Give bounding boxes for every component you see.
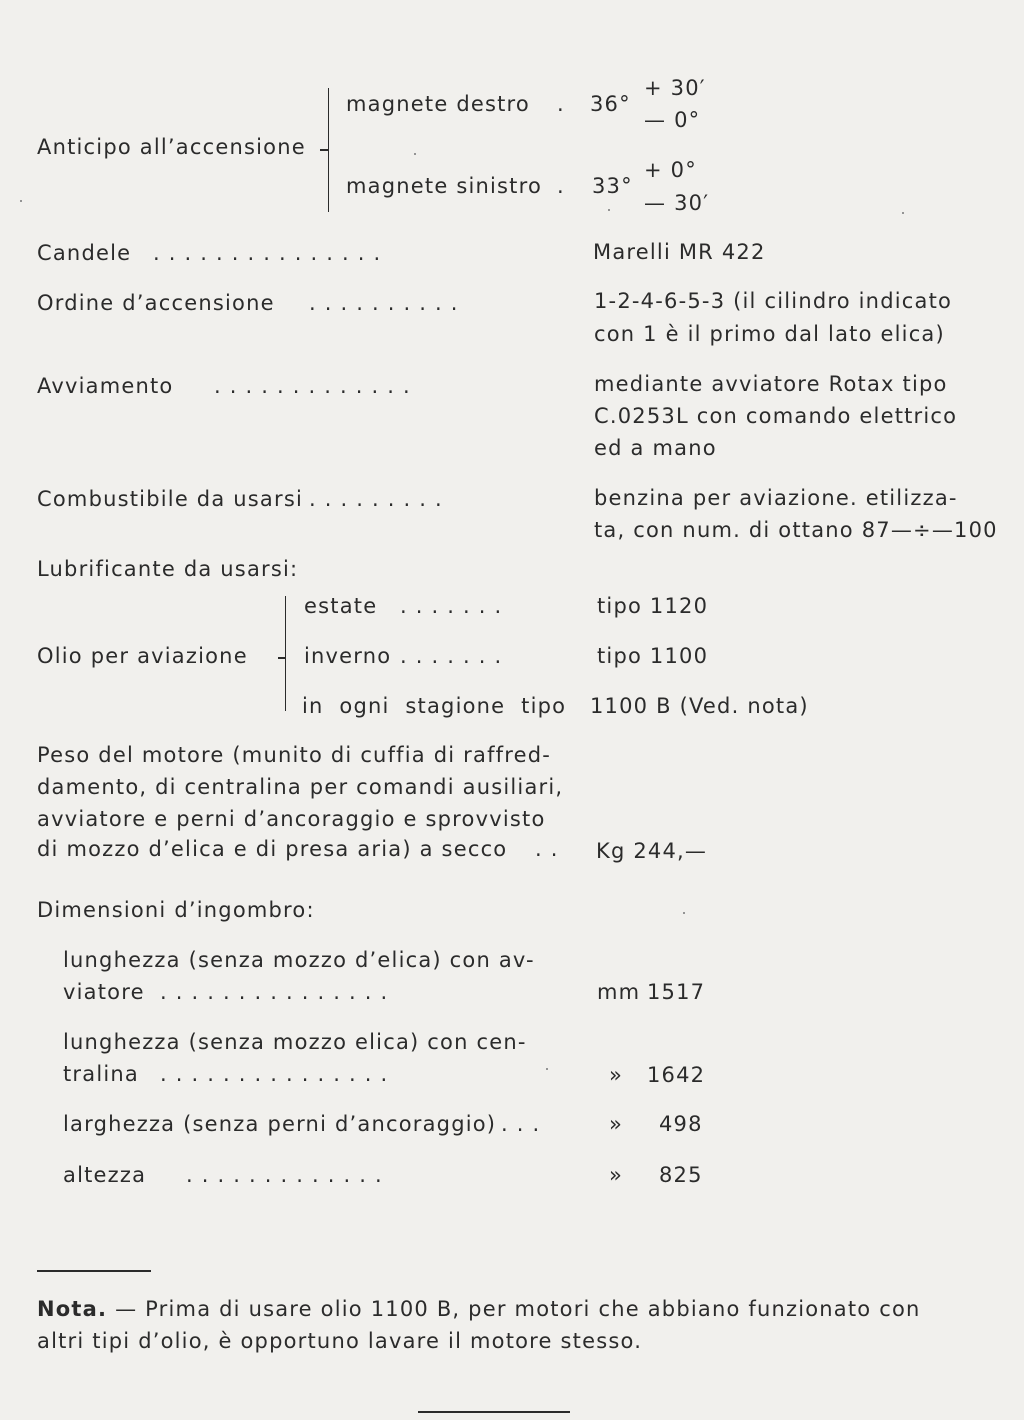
length-unit-line2: tralina: [63, 1062, 139, 1086]
starting-value-line3: ed a mano: [594, 436, 717, 460]
starting-value-line1: mediante avviatore Rotax tipo: [594, 372, 948, 396]
bottom-rule: [418, 1411, 570, 1413]
length-starter-leader: . . . . . . . . . . . . . . .: [160, 980, 389, 1004]
oil-all-seasons-label: in ogni stagione tipo: [302, 694, 567, 718]
length-starter-line2: viatore: [63, 980, 145, 1004]
left-magneto-tol-minus: — 30′: [644, 191, 710, 215]
height-value: 825: [659, 1163, 703, 1187]
fuel-leader: . . . . . . . . .: [309, 487, 443, 511]
length-unit-unit: »: [609, 1063, 624, 1087]
left-magneto-tol-plus: + 0°: [644, 158, 697, 182]
right-magneto-tol-plus: + 30′: [644, 76, 706, 100]
weight-line4: di mozzo d’elica e di presa aria) a secco: [37, 837, 508, 861]
height-unit: »: [609, 1163, 624, 1187]
width-value: 498: [659, 1112, 703, 1136]
weight-line3: avviatore e perni d’ancoraggio e sprovvisto: [37, 807, 546, 831]
fuel-label: Combustibile da usarsi: [37, 487, 304, 511]
width-unit: »: [609, 1112, 624, 1136]
length-starter-unit: mm: [597, 980, 641, 1004]
spark-plugs-value: Marelli MR 422: [593, 240, 766, 264]
dimensions-heading: Dimensioni d’ingombro:: [37, 898, 315, 922]
starting-leader: . . . . . . . . . . . . .: [214, 374, 411, 398]
oil-brace: [285, 596, 286, 711]
firing-order-value-line1: 1-2-4-6-5-3 (il cilindro indicato: [594, 289, 953, 313]
oil-summer-value: tipo 1120: [597, 594, 709, 618]
right-magneto-label: magnete destro: [346, 92, 530, 116]
weight-value: Kg 244,—: [596, 839, 708, 863]
height-leader: . . . . . . . . . . . . .: [186, 1163, 383, 1187]
right-magneto-tol-minus: — 0°: [644, 108, 701, 132]
oil-label: Olio per aviazione: [37, 644, 248, 668]
scan-speck: [414, 153, 416, 155]
scan-speck: [608, 209, 610, 211]
oil-winter-leader: . . . . . . .: [400, 644, 503, 668]
left-magneto-value: 33°: [592, 174, 633, 198]
lubricant-heading: Lubrificante da usarsi:: [37, 557, 299, 581]
scan-speck: [683, 912, 685, 914]
length-unit-leader: . . . . . . . . . . . . . . .: [160, 1062, 389, 1086]
oil-winter-value: tipo 1100: [597, 644, 709, 668]
firing-order-label: Ordine d’accensione: [37, 291, 275, 315]
firing-order-leader: . . . . . . . . . .: [309, 291, 459, 315]
note-line2: altri tipi d’olio, è opportuno lavare il motore stesso.: [37, 1329, 643, 1353]
length-starter-value: 1517: [647, 980, 706, 1004]
ignition-advance-label: Anticipo all’accensione: [37, 135, 306, 159]
width-label: larghezza (senza perni d’ancoraggio): [63, 1112, 497, 1136]
starting-label: Avviamento: [37, 374, 174, 398]
starting-value-line2: C.0253L con comando elettrico: [594, 404, 958, 428]
right-magneto-dot: .: [557, 92, 565, 116]
scan-speck: [902, 212, 904, 214]
length-unit-line1: lunghezza (senza mozzo elica) con cen-: [63, 1030, 527, 1054]
oil-summer-label: estate: [304, 594, 378, 618]
spark-plugs-leader: . . . . . . . . . . . . . . .: [153, 241, 382, 265]
fuel-value-line2: ta, con num. di ottano 87—÷—100: [594, 518, 998, 542]
oil-summer-leader: . . . . . . .: [400, 594, 503, 618]
length-starter-line1: lunghezza (senza mozzo d’elica) con av-: [63, 948, 535, 972]
oil-winter-label: inverno: [304, 644, 392, 668]
oil-all-seasons-value: 1100 B (Ved. nota): [590, 694, 809, 718]
note-label: Nota.: [37, 1297, 108, 1321]
footnote-rule: [37, 1270, 151, 1272]
weight-leader: . .: [535, 837, 559, 861]
scan-speck: [546, 1068, 548, 1070]
firing-order-value-line2: con 1 è il primo dal lato elica): [594, 322, 945, 346]
scan-speck: [20, 200, 22, 202]
ignition-brace-tip: [320, 149, 328, 151]
weight-line2: damento, di centralina per comandi ausiliari,: [37, 775, 564, 799]
spark-plugs-label: Candele: [37, 241, 132, 265]
ignition-brace: [328, 88, 329, 212]
left-magneto-dot: .: [557, 174, 565, 198]
weight-line1: Peso del motore (munito di cuffia di raffred-: [37, 743, 552, 767]
width-leader: . . .: [501, 1112, 541, 1136]
note-text-line1: — Prima di usare olio 1100 B, per motori che abbiano funzionato con: [115, 1297, 921, 1321]
left-magneto-label: magnete sinistro: [346, 174, 543, 198]
note-line1: [37, 1299, 921, 1320]
length-unit-value: 1642: [647, 1063, 706, 1087]
height-label: altezza: [63, 1163, 147, 1187]
right-magneto-value: 36°: [590, 92, 631, 116]
oil-brace-tip: [278, 657, 286, 659]
fuel-value-line1: benzina per aviazione. etilizza-: [594, 486, 958, 510]
